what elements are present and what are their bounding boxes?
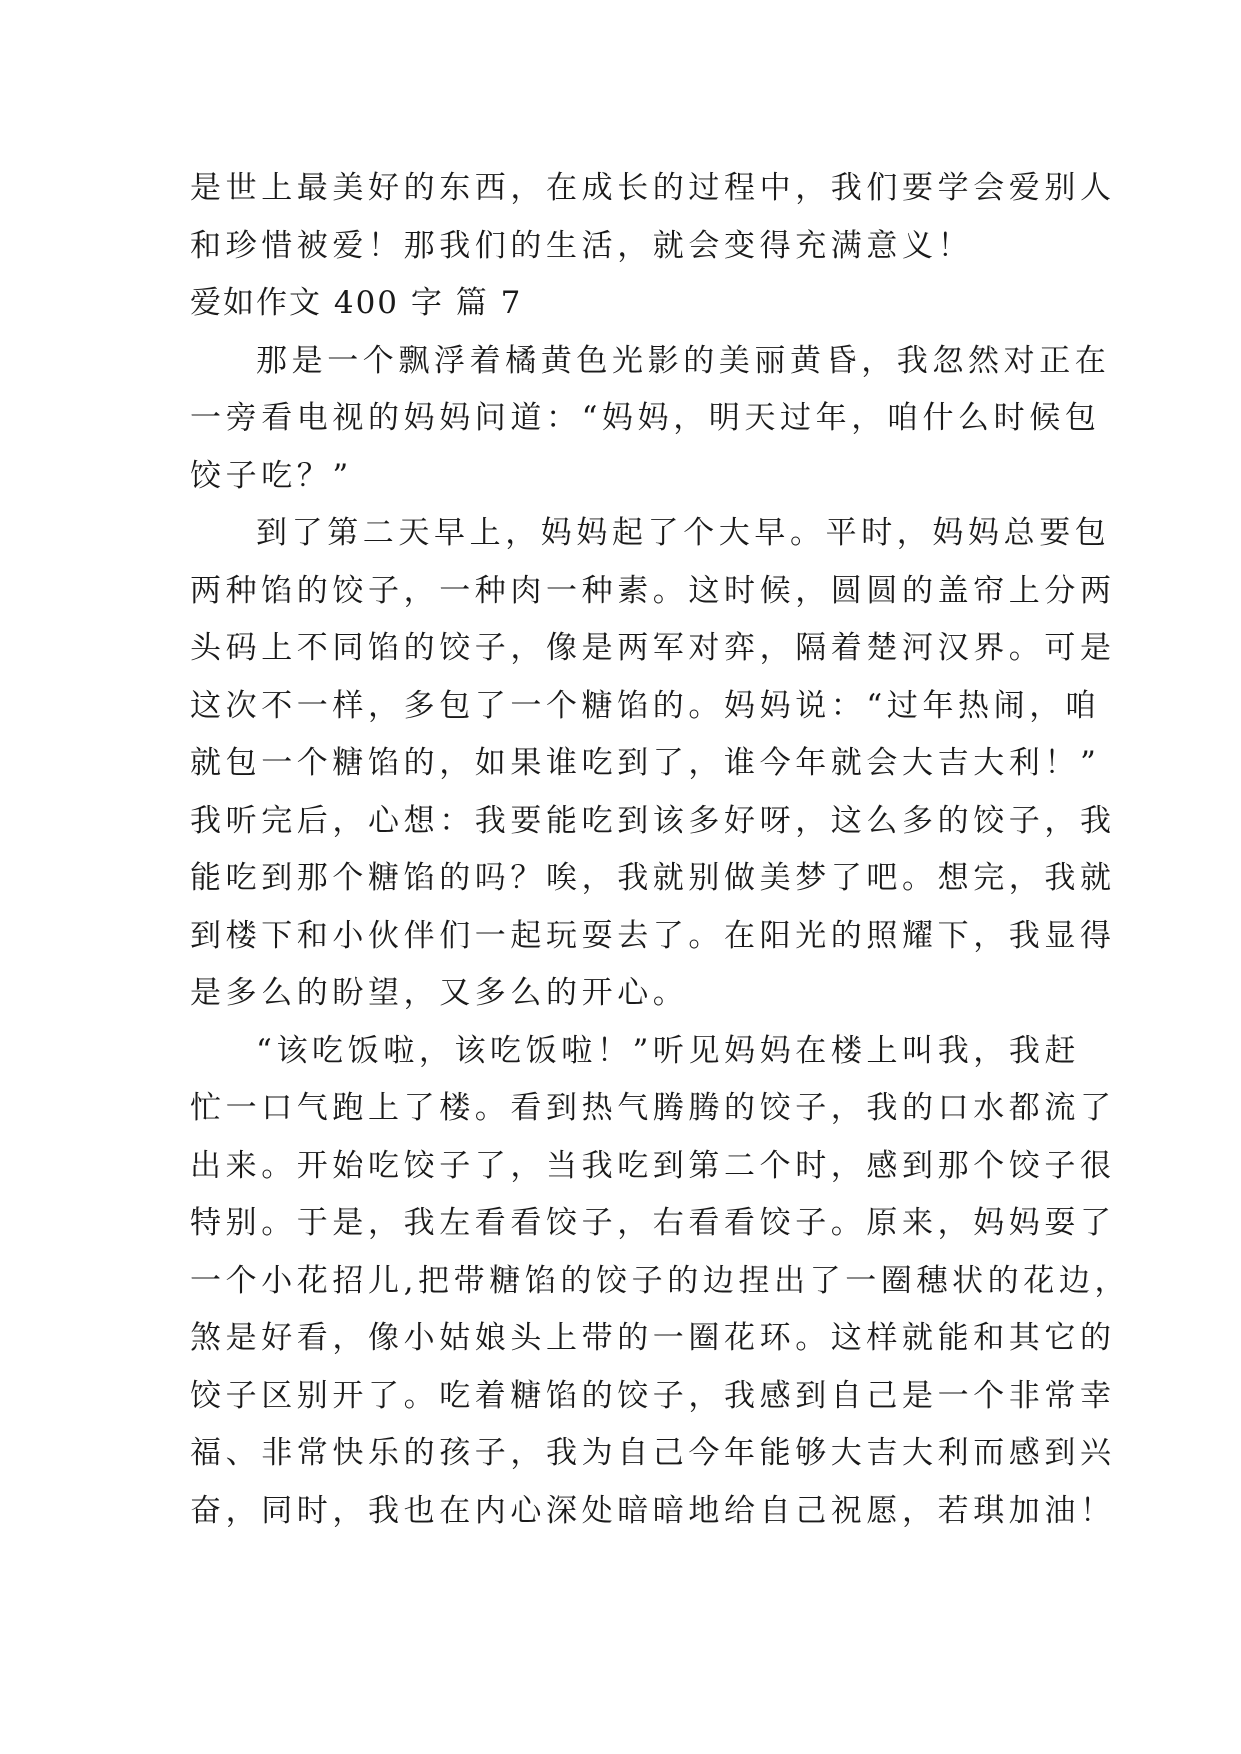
body-text-line: 是世上最美好的东西，在成长的过程中，我们要学会爱别人 (190, 170, 1116, 206)
paragraph-first-line: 那是一个飘浮着橘黄色光影的美丽黄昏，我忽然对正在 (256, 342, 1111, 379)
body-text-line: 饺子吃？” (190, 457, 353, 494)
paragraph-3 (190, 1023, 1131, 1541)
body-text-line: 奋，同时，我也在内心深处暗暗地给自己祝愿，若琪加油！ (190, 1492, 1116, 1529)
body-text-line: 和珍惜被爱！那我们的生活，就会变得充满意义！ (190, 227, 974, 264)
paragraph-first-line: “该吃饭啦，该吃饭啦！”听见妈妈在楼上叫我，我赶 (256, 1032, 1081, 1069)
body-text-line: 一旁看电视的妈妈问道：“妈妈，明天过年，咱什么时候包 (190, 400, 1101, 436)
body-text-line: 这次不一样，多包了一个糖馅的。妈妈说：“过年热闹，咱 (190, 687, 1101, 724)
paragraph-1 (190, 333, 1111, 506)
body-text-line: 能吃到那个糖馅的吗？唉，我就别做美梦了吧。想完，我就 (190, 860, 1116, 896)
body-text-line: 就包一个糖馅的，如果谁吃到了，谁今年就会大吉大利！” (190, 745, 1101, 781)
body-text-line: 出来。开始吃饺子了，当我吃到第二个时，感到那个饺子很 (190, 1147, 1116, 1184)
body-text-line: 我听完后，心想：我要能吃到该多好呀，这么多的饺子，我 (190, 802, 1116, 839)
paragraph-first-line: 到了第二天早上，妈妈起了个大早。平时，妈妈总要包 (256, 515, 1111, 551)
body-text-line: 煞是好看，像小姑娘头上带的一圈花环。这样就能和其它的 (190, 1320, 1116, 1356)
body-text-line: 饺子区别开了。吃着糖馅的饺子，我感到自己是一个非常幸 (190, 1377, 1116, 1414)
body-text-line: 福、非常快乐的孩子，我为自己今年能够大吉大利而感到兴 (190, 1435, 1116, 1471)
section-title: 爱如作文 400 字 篇 7 (190, 285, 523, 321)
body-text-line: 一个小花招儿,把带糖馅的饺子的边捏出了一圈穗状的花边， (190, 1262, 1131, 1299)
document-body (190, 160, 1131, 1540)
body-text-line: 特别。于是，我左看看饺子，右看看饺子。原来，妈妈耍了 (190, 1205, 1116, 1241)
body-text-line: 是多么的盼望，又多么的开心。 (190, 975, 689, 1011)
body-text-line: 到楼下和小伙伴们一起玩耍去了。在阳光的照耀下，我显得 (190, 917, 1116, 954)
body-text-line: 头码上不同馅的饺子，像是两军对弈，隔着楚河汉界。可是 (190, 630, 1116, 666)
body-text-line: 两种馅的饺子，一种肉一种素。这时候，圆圆的盖帘上分两 (190, 572, 1116, 609)
body-text-line: 忙一口气跑上了楼。看到热气腾腾的饺子，我的口水都流了 (190, 1090, 1116, 1126)
paragraph-2 (190, 505, 1116, 1023)
